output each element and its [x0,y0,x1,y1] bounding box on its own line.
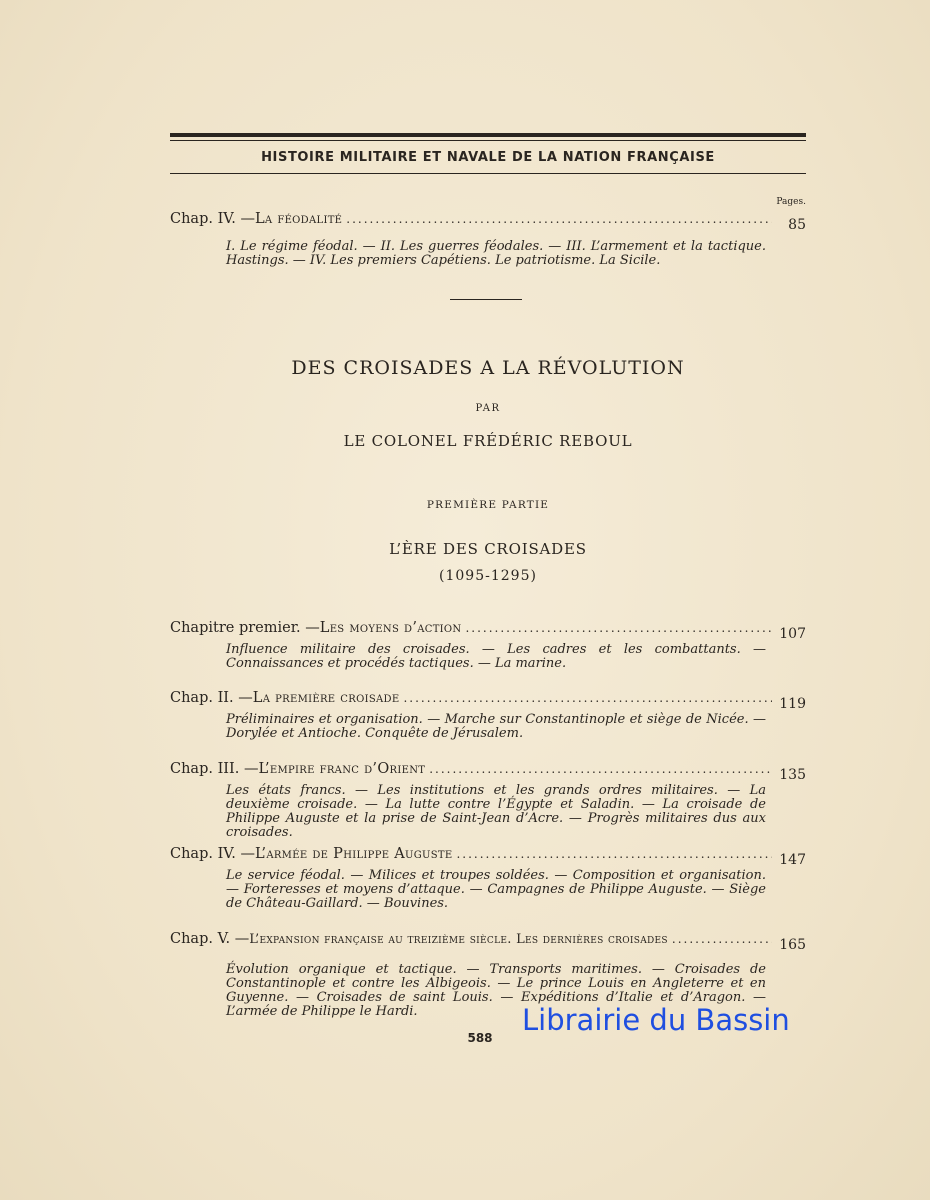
toc-entry-line [170,845,806,868]
toc-entry-lead: Chap. II. — [170,690,253,706]
toc-entry-page: 85 [788,217,806,233]
toc-entry-line [170,760,806,783]
toc-entry-page: 165 [779,937,806,953]
toc-entry-title: L’armée de Philippe Auguste [254,846,453,862]
header-rule-thin-top [170,140,806,141]
toc-entry-lead: Chap. IV. — [170,846,255,862]
toc-entry-description: Influence militaire des croisades. — Les cadres et les combattants. — Connaissances et procédés tactiques. — La marine. [226,642,766,671]
toc-entry-title: La féodalité [254,211,343,227]
toc-entry-description: Le service féodal. — Milices et troupes soldées. — Composition et organisation. — Forteresses et moyens d’attaque. — Campagnes de Philippe Auguste. — Siège de Château-Gaillard. — Bouvines. [226,868,766,911]
toc-entry-page: 107 [779,626,806,642]
part-dates: (1095-1295) [439,568,537,584]
dot-leader [465,619,772,637]
toc-entry-description: I. Le régime féodal. — II. Les guerres féodales. — III. L’armement et la tactique. Hastings. — IV. Les premiers Capétiens. Le patriotisme. La Sicile. [226,239,766,268]
toc-entry-lead: Chap. IV. — [170,211,255,227]
section-title: DES CROISADES A LA RÉVOLUTION [291,357,685,379]
page-number: 588 [467,1031,493,1045]
toc-entry-description: Les états francs. — Les institutions et les grands ordres militaires. — La deuxième croisade. — La lutte contre l’Égypte et Saladin. — La croisade de Philippe Auguste et la prise de Saint-Jean d’Acre. — Progrès militaires dus aux croisades. [226,783,766,840]
section-author: LE COLONEL FRÉDÉRIC REBOUL [343,432,633,450]
toc-entry-line [170,689,806,712]
section-divider [450,299,522,300]
header-rule-thick [170,133,806,137]
toc-entry-description: Évolution organique et tactique. — Transports maritimes. — Croisades de Constantinople et contre les Albigeois. — Le prince Louis en Angleterre et en Guyenne. — Croisades de saint Louis. — Expéditions d’Italie et d’Aragon. — L’armée de Philippe le Hardi. [226,962,766,1019]
toc-entry-lead: Chap. III. — [170,761,259,777]
running-title: HISTOIRE MILITAIRE ET NAVALE DE LA NATION FRANÇAISE [261,150,715,165]
toc-entry-line [170,210,806,233]
toc-entry-lead: Chapitre premier. — [170,620,320,636]
dot-leader [429,760,772,778]
dot-leader [403,689,772,707]
part-label: PREMIÈRE PARTIE [426,499,550,511]
toc-entry-chap-iv-armee [170,845,806,911]
dot-leader [456,845,772,863]
toc-entry-description: Préliminaires et organisation. — Marche sur Constantinople et siège de Nicée. — Dorylée et Antioche. Conquête de Jérusalem. [226,712,766,741]
toc-entry-title: L’empire franc d’Orient [258,761,426,777]
dot-leader [672,930,772,948]
toc-entry-line [170,930,806,953]
toc-entry-title: Les moyens d’action [319,620,462,636]
toc-entry-chap-iii [170,760,806,840]
toc-entry-chap-iv-feodalite [170,210,806,268]
toc-entry-page: 119 [779,696,806,712]
pages-label: Pages. [776,197,806,207]
section-par: PAR [475,403,501,414]
toc-entry-line [170,619,806,642]
toc-entry-page: 135 [779,767,806,783]
watermark: Librairie du Bassin [522,1003,790,1037]
part-title: L’ÈRE DES CROISADES [389,540,587,558]
toc-entry-lead: Chap. V. — [170,931,250,947]
header-rule-thin-bottom [170,173,806,174]
toc-entry-title: L’expansion française au treizième siècle. Les dernières croisades [249,932,668,947]
dot-leader [346,210,772,228]
toc-entry-page: 147 [779,852,806,868]
toc-entry-title: La première croisade [252,690,400,706]
toc-entry-chapitre-premier [170,619,806,671]
toc-entry-chap-ii [170,689,806,741]
